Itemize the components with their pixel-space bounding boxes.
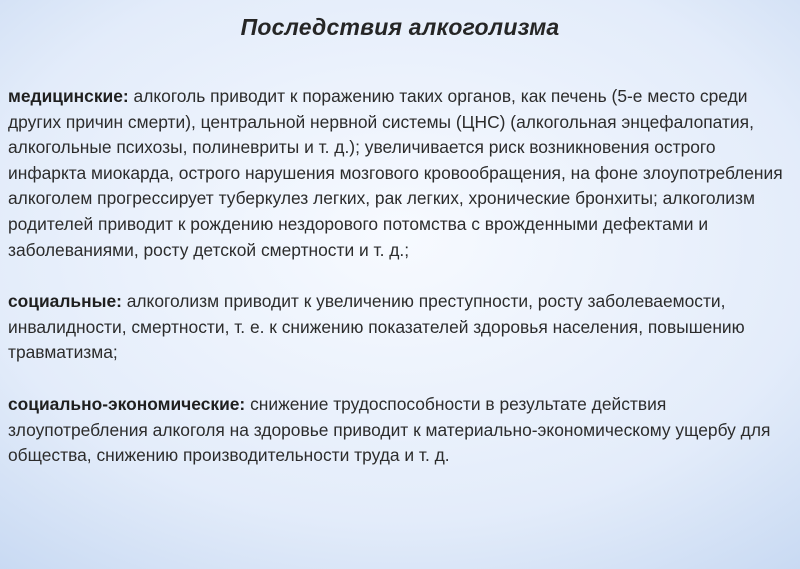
text-socio-economic: снижение трудоспособности в результате действия злоупотребления алкоголя на здоровье приводит к материально-экономическому ущербу для общества, снижению производительности труда и т. д. [8,393,771,466]
term-social: социальные: [8,291,122,312]
paragraph-social [8,289,794,366]
term-medical: медицинские: [8,86,129,106]
term-socio-economic: социально-экономические: [8,393,246,414]
paragraph-medical [8,84,794,263]
slide-content [8,84,794,495]
text-social: алкоголизм приводит к увеличению преступности, росту заболеваемости, инвалидности, смертности, т. е. к снижению показателей здоровья населения, повышению травматизма; [8,291,745,363]
slide-title: Последствия алкоголизма [240,14,560,40]
text-medical: алкоголь приводит к поражению таких органов, как печень (5-е место среди других причин смерти), центральной нервной системы (ЦНС) (алкогольная энцефалопатия, алкогольные психозы, полиневриты и т. д.); увеличивается риск возникновения острого инфаркта миокарда, острого нарушения мозгового кровообращения, на фоне злоупотребления алкоголем прогрессирует туберкулез легких, рак легких, хронические бронхиты; алкоголизм родителей приводит к рождению нездорового потомства с врожденными дефектами и заболеваниями, росту детской смертности и т. д.; [8,86,783,260]
paragraph-socio-economic [8,392,794,469]
